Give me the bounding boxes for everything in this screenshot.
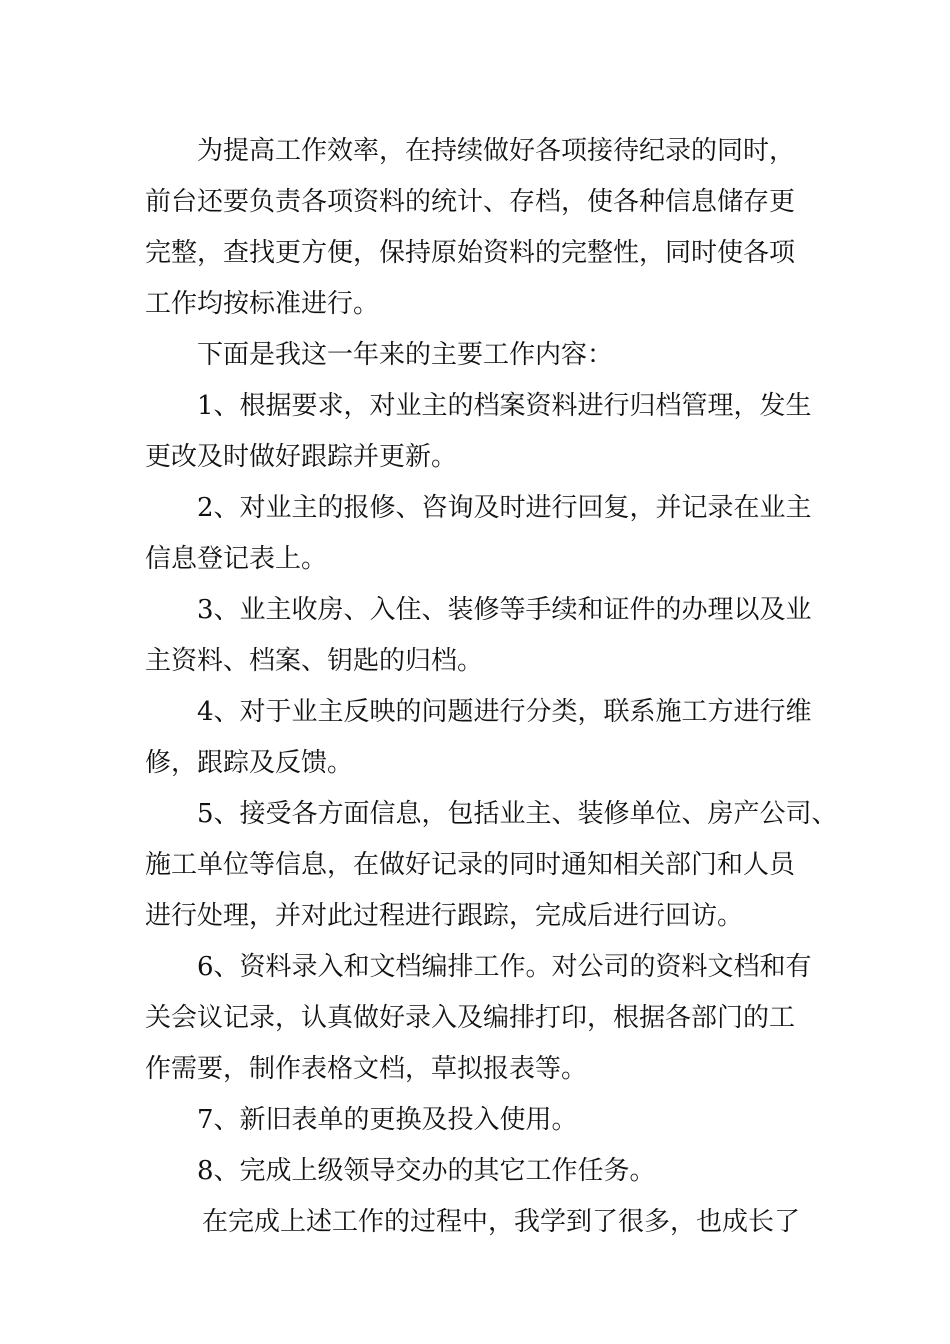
list-item-line: 施工单位等信息，在做好记录的同时通知相关部门和人员	[145, 850, 796, 880]
list-item-line: 6、资料录入和文档编排工作。对公司的资料文档和有	[197, 952, 812, 982]
paragraph-line: 在完成上述工作的过程中，我学到了很多，也成长了	[202, 1207, 801, 1237]
list-item-line: 4、对于业主反映的问题进行分类，联系施工方进行维	[197, 697, 812, 727]
document-body	[145, 126, 838, 1248]
paragraph-line: 前台还要负责各项资料的统计、存档，使各种信息储存更	[145, 187, 796, 217]
list-item-line: 进行处理，并对此过程进行跟踪，完成后进行回访。	[145, 901, 744, 931]
paragraph-line: 工作均按标准进行。	[145, 289, 380, 319]
paragraph-line: 下面是我这一年来的主要工作内容：	[197, 340, 614, 370]
list-item-line: 信息登记表上。	[145, 544, 328, 574]
list-item-line: 修，跟踪及反馈。	[145, 748, 354, 778]
list-item-line: 作需要，制作表格文档，草拟报表等。	[145, 1054, 588, 1084]
list-item-line: 更改及时做好跟踪并更新。	[145, 442, 458, 472]
list-item-line: 关会议记录，认真做好录入及编排打印，根据各部门的工	[145, 1003, 796, 1033]
list-item-line: 2、对业主的报修、咨询及时进行回复，并记录在业主	[197, 493, 812, 523]
paragraph-line: 为提高工作效率，在持续做好各项接待纪录的同时，	[197, 136, 796, 166]
list-item-line: 主资料、档案、钥匙的归档。	[145, 646, 484, 676]
list-item-line: 1、根据要求，对业主的档案资料进行归档管理，发生	[197, 391, 812, 421]
paragraph-line: 完整，查找更方便，保持原始资料的完整性，同时使各项	[145, 238, 796, 268]
list-item-line: 7、新旧表单的更换及投入使用。	[197, 1105, 578, 1135]
list-item-line: 3、业主收房、入住、装修等手续和证件的办理以及业	[197, 595, 812, 625]
list-item-line: 5、接受各方面信息，包括业主、装修单位、房产公司、	[197, 799, 838, 829]
list-item-line: 8、完成上级领导交办的其它工作任务。	[197, 1156, 656, 1186]
